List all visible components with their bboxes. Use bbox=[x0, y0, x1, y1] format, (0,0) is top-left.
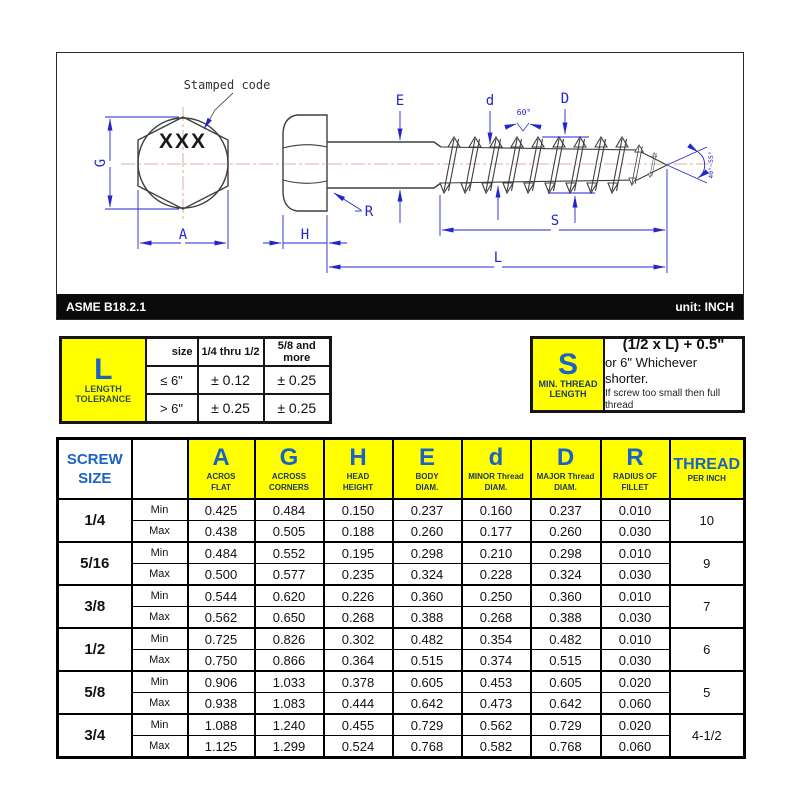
lag-screw-drawing bbox=[57, 53, 742, 293]
value-cell: 0.729 bbox=[531, 714, 601, 736]
max-label-cell: Max bbox=[132, 693, 188, 715]
spec-row-min bbox=[58, 499, 745, 521]
value-cell: 0.642 bbox=[531, 693, 601, 715]
point-angle-label: 40°~55° bbox=[707, 151, 715, 179]
value-cell: 0.010 bbox=[601, 585, 670, 607]
spec-row-max bbox=[58, 650, 745, 672]
value-cell: 0.030 bbox=[601, 521, 670, 543]
corner-line2: SIZE bbox=[78, 470, 112, 487]
key-letter-s: S bbox=[557, 347, 578, 381]
value-cell: 0.577 bbox=[255, 564, 324, 586]
value-cell: 0.552 bbox=[255, 542, 324, 564]
min-label-cell: Min bbox=[132, 499, 188, 521]
thread-length-note: or 6" Whichever shorter. bbox=[605, 355, 698, 387]
value-cell: 0.020 bbox=[601, 671, 670, 693]
value-cell: 0.473 bbox=[462, 693, 531, 715]
tpi-cell: 4-1/2 bbox=[670, 714, 745, 758]
key-sub-line2: LENGTH bbox=[549, 388, 587, 399]
value-cell: 0.378 bbox=[324, 671, 393, 693]
spec-row-min bbox=[58, 542, 745, 564]
value-cell: 0.453 bbox=[462, 671, 531, 693]
value-cell: 0.260 bbox=[531, 521, 601, 543]
size-cell: 3/8 bbox=[58, 585, 132, 628]
spec-row-max bbox=[58, 607, 745, 629]
value-cell: 0.650 bbox=[255, 607, 324, 629]
spec-row-max bbox=[58, 521, 745, 543]
value-cell: 0.298 bbox=[531, 542, 601, 564]
length-tolerance-key-cell bbox=[61, 338, 146, 423]
max-label-cell: Max bbox=[132, 736, 188, 758]
value-cell: 0.482 bbox=[531, 628, 601, 650]
value-cell: 0.750 bbox=[188, 650, 255, 672]
spec-row-min bbox=[58, 714, 745, 736]
size-cell: 5/16 bbox=[58, 542, 132, 585]
value-cell: 0.228 bbox=[462, 564, 531, 586]
dim-label-d-minor: d bbox=[485, 93, 495, 109]
tol-value-cell: ± 0.25 bbox=[198, 394, 264, 423]
spec-row-min bbox=[58, 628, 745, 650]
unit-label: unit: INCH bbox=[675, 299, 734, 314]
value-cell: 0.605 bbox=[531, 671, 601, 693]
stamped-code-label: Stamped code bbox=[183, 78, 271, 92]
value-cell: 0.482 bbox=[393, 628, 462, 650]
length-tolerance-table bbox=[59, 336, 332, 424]
value-cell: 0.354 bbox=[462, 628, 531, 650]
size-cell: 1/2 bbox=[58, 628, 132, 671]
tol-value-cell: ± 0.25 bbox=[264, 394, 331, 423]
spec-row-max bbox=[58, 736, 745, 758]
max-label-cell: Max bbox=[132, 650, 188, 672]
tol-header-size: size bbox=[146, 338, 198, 367]
tpi-cell: 6 bbox=[670, 628, 745, 671]
value-cell: 0.620 bbox=[255, 585, 324, 607]
value-cell: 0.060 bbox=[601, 736, 670, 758]
value-cell: 0.562 bbox=[188, 607, 255, 629]
key-sub-line1: MIN. THREAD bbox=[538, 378, 598, 389]
value-cell: 0.544 bbox=[188, 585, 255, 607]
value-cell: 0.177 bbox=[462, 521, 531, 543]
value-cell: 1.299 bbox=[255, 736, 324, 758]
value-cell: 0.188 bbox=[324, 521, 393, 543]
value-cell: 0.195 bbox=[324, 542, 393, 564]
value-cell: 0.237 bbox=[531, 499, 601, 521]
dim-label-d-major: D bbox=[560, 91, 570, 107]
thread-length-formula: (1/2 x L) + 0.5" bbox=[622, 336, 725, 354]
point-angle-annotation bbox=[667, 147, 715, 183]
min-thread-length-text bbox=[605, 336, 742, 412]
value-cell: 1.033 bbox=[255, 671, 324, 693]
dim-a bbox=[138, 190, 228, 249]
value-cell: 0.364 bbox=[324, 650, 393, 672]
value-cell: 0.060 bbox=[601, 693, 670, 715]
value-cell: 1.240 bbox=[255, 714, 324, 736]
value-cell: 0.438 bbox=[188, 521, 255, 543]
value-cell: 0.324 bbox=[531, 564, 601, 586]
tol-value-cell: ± 0.25 bbox=[264, 366, 331, 394]
key-sub-line1: LENGTH bbox=[84, 384, 122, 394]
value-cell: 0.235 bbox=[324, 564, 393, 586]
value-cell: 0.605 bbox=[393, 671, 462, 693]
dim-label-s: S bbox=[550, 213, 560, 229]
dim-d-minor bbox=[486, 93, 498, 220]
tpi-cell: 9 bbox=[670, 542, 745, 585]
value-cell: 0.030 bbox=[601, 650, 670, 672]
screw-spec-table bbox=[56, 437, 746, 759]
value-cell: 0.388 bbox=[531, 607, 601, 629]
value-cell: 0.642 bbox=[393, 693, 462, 715]
value-cell: 0.374 bbox=[462, 650, 531, 672]
standard-label: ASME B18.2.1 bbox=[66, 299, 147, 314]
thread-angle-annotation bbox=[506, 108, 540, 131]
value-cell: 0.768 bbox=[393, 736, 462, 758]
dim-r bbox=[334, 193, 374, 220]
key-letter-l: L bbox=[94, 353, 113, 386]
size-cell: 5/8 bbox=[58, 671, 132, 714]
value-cell: 0.302 bbox=[324, 628, 393, 650]
min-label-cell: Min bbox=[132, 585, 188, 607]
value-cell: 0.010 bbox=[601, 628, 670, 650]
corner-line1: SCREW bbox=[66, 451, 123, 468]
max-label-cell: Max bbox=[132, 607, 188, 629]
value-cell: 0.388 bbox=[393, 607, 462, 629]
standard-bar bbox=[57, 294, 743, 319]
technical-drawing-panel bbox=[56, 52, 744, 320]
dim-label-h: H bbox=[300, 227, 310, 243]
dim-label-l: L bbox=[493, 250, 503, 266]
value-cell: 0.866 bbox=[255, 650, 324, 672]
col-header-h: H HEAD HEIGHT bbox=[324, 439, 393, 500]
value-cell: 0.020 bbox=[601, 714, 670, 736]
max-label-cell: Max bbox=[132, 521, 188, 543]
value-cell: 0.360 bbox=[531, 585, 601, 607]
min-label-cell: Min bbox=[132, 671, 188, 693]
value-cell: 0.268 bbox=[324, 607, 393, 629]
value-cell: 0.237 bbox=[393, 499, 462, 521]
min-label-cell: Min bbox=[132, 628, 188, 650]
col-header-d-minor: d MINOR Thread DIAM. bbox=[462, 439, 531, 500]
size-cell: 3/4 bbox=[58, 714, 132, 758]
value-cell: 0.455 bbox=[324, 714, 393, 736]
dim-e bbox=[396, 93, 404, 223]
spec-row-min bbox=[58, 585, 745, 607]
value-cell: 0.500 bbox=[188, 564, 255, 586]
value-cell: 0.324 bbox=[393, 564, 462, 586]
value-cell: 0.160 bbox=[462, 499, 531, 521]
value-cell: 1.125 bbox=[188, 736, 255, 758]
value-cell: 0.210 bbox=[462, 542, 531, 564]
min-label-cell: Min bbox=[132, 714, 188, 736]
value-cell: 0.268 bbox=[462, 607, 531, 629]
value-cell: 0.515 bbox=[531, 650, 601, 672]
value-cell: 0.562 bbox=[462, 714, 531, 736]
value-cell: 0.010 bbox=[601, 499, 670, 521]
tol-size-cell: ≤ 6" bbox=[146, 366, 198, 394]
spec-row-min bbox=[58, 671, 745, 693]
tol-size-cell: > 6" bbox=[146, 394, 198, 423]
value-cell: 0.524 bbox=[324, 736, 393, 758]
hex-head-side-view bbox=[283, 115, 327, 211]
dim-h bbox=[263, 215, 347, 249]
value-cell: 0.729 bbox=[393, 714, 462, 736]
value-cell: 0.260 bbox=[393, 521, 462, 543]
value-cell: 0.250 bbox=[462, 585, 531, 607]
key-sub-line2: TOLERANCE bbox=[75, 394, 132, 404]
tpi-cell: 7 bbox=[670, 585, 745, 628]
tpi-cell: 10 bbox=[670, 499, 745, 542]
dim-label-g: G bbox=[93, 158, 109, 168]
dim-d-major bbox=[542, 91, 595, 223]
minmax-header bbox=[132, 439, 188, 500]
dim-label-r: R bbox=[364, 204, 374, 220]
col-header-r: R RADIUS OF FILLET bbox=[601, 439, 670, 500]
min-thread-length-key-cell bbox=[533, 339, 605, 410]
spec-row-max bbox=[58, 564, 745, 586]
value-cell: 0.444 bbox=[324, 693, 393, 715]
col-header-e: E BODY DIAM. bbox=[393, 439, 462, 500]
value-cell: 0.226 bbox=[324, 585, 393, 607]
max-label-cell: Max bbox=[132, 564, 188, 586]
value-cell: 0.484 bbox=[188, 542, 255, 564]
value-cell: 1.083 bbox=[255, 693, 324, 715]
spec-row-max bbox=[58, 693, 745, 715]
value-cell: 0.725 bbox=[188, 628, 255, 650]
thread-angle-label: 60° bbox=[516, 108, 532, 117]
value-cell: 0.030 bbox=[601, 564, 670, 586]
min-label-cell: Min bbox=[132, 542, 188, 564]
value-cell: 0.938 bbox=[188, 693, 255, 715]
value-cell: 1.088 bbox=[188, 714, 255, 736]
col-header-g: G ACROSS CORNERS bbox=[255, 439, 324, 500]
value-cell: 0.360 bbox=[393, 585, 462, 607]
min-thread-length-block bbox=[530, 336, 745, 413]
dim-label-e: E bbox=[395, 93, 405, 109]
value-cell: 0.768 bbox=[531, 736, 601, 758]
dim-label-a: A bbox=[178, 227, 188, 243]
value-cell: 0.030 bbox=[601, 607, 670, 629]
value-cell: 0.484 bbox=[255, 499, 324, 521]
tol-value-cell: ± 0.12 bbox=[198, 366, 264, 394]
col-header-d-major: D MAJOR Thread DIAM. bbox=[531, 439, 601, 500]
tpi-cell: 5 bbox=[670, 671, 745, 714]
value-cell: 0.505 bbox=[255, 521, 324, 543]
value-cell: 0.826 bbox=[255, 628, 324, 650]
thread-length-note2: If screw too small then full thread bbox=[605, 387, 721, 412]
col-header-a: A ACROS FLAT bbox=[188, 439, 255, 500]
tol-header-large: 5/8 and more bbox=[264, 338, 331, 367]
size-cell: 1/4 bbox=[58, 499, 132, 542]
spec-header-row bbox=[58, 439, 745, 500]
value-cell: 0.906 bbox=[188, 671, 255, 693]
value-cell: 0.515 bbox=[393, 650, 462, 672]
value-cell: 0.582 bbox=[462, 736, 531, 758]
screw-body bbox=[327, 142, 667, 188]
col-header-thread: THREAD PER INCH bbox=[670, 439, 745, 500]
value-cell: 0.298 bbox=[393, 542, 462, 564]
value-cell: 0.010 bbox=[601, 542, 670, 564]
corner-header bbox=[58, 439, 132, 500]
value-cell: 0.425 bbox=[188, 499, 255, 521]
tol-header-small: 1/4 thru 1/2 bbox=[198, 338, 264, 367]
stamped-code-mark: XXX bbox=[158, 130, 208, 153]
stamped-code-callout bbox=[184, 78, 271, 129]
thread-crests bbox=[440, 137, 657, 193]
dim-l bbox=[327, 215, 665, 273]
value-cell: 0.150 bbox=[324, 499, 393, 521]
